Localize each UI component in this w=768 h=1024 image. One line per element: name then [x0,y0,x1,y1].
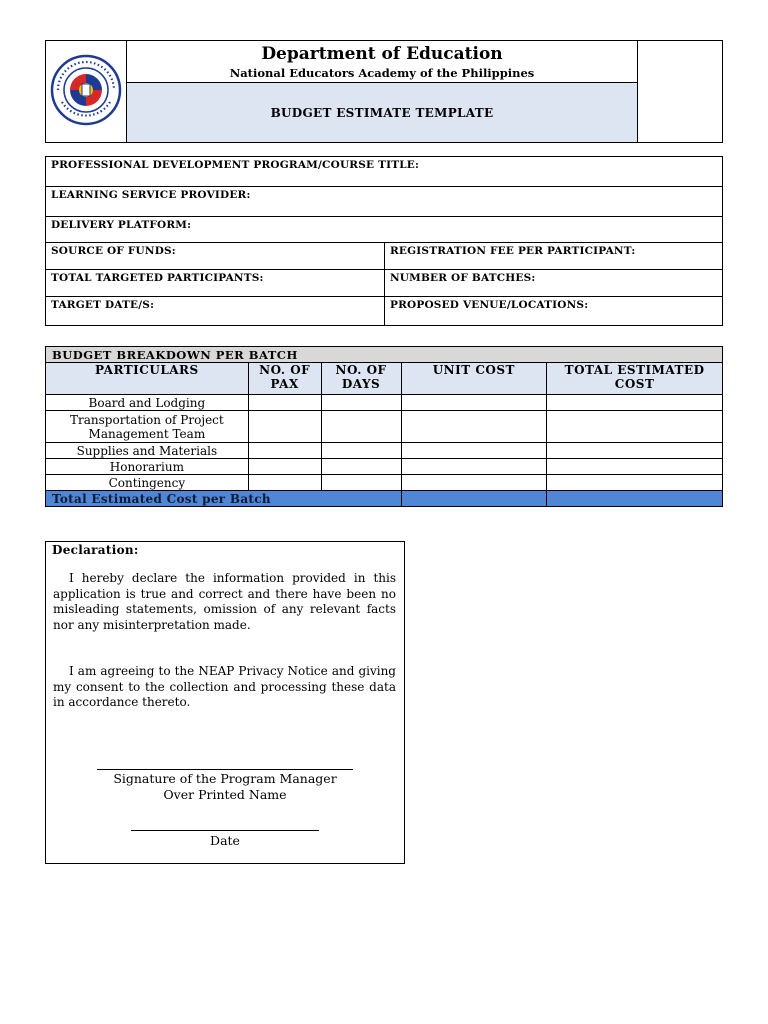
header-unit-cost: UNIT COST [401,363,547,395]
days-cell[interactable] [321,459,401,475]
total-cost-cell[interactable] [547,475,723,491]
budget-table-title: BUDGET BREAKDOWN PER BATCH [46,347,723,363]
department-name: Department of Education [261,44,503,64]
unit-cost-cell[interactable] [401,411,547,443]
days-cell[interactable] [321,411,401,443]
number-of-batches-field[interactable]: NUMBER OF BATCHES: [385,270,723,297]
pax-cell[interactable] [248,443,321,459]
table-row [46,411,723,443]
proposed-venue-field[interactable]: PROPOSED VENUE/LOCATIONS: [385,297,723,326]
source-of-funds-field[interactable]: SOURCE OF FUNDS: [46,243,385,270]
privacy-consent-paragraph: I am agreeing to the NEAP Privacy Notice and giving my consent to the collection and processing these data in accordance thereto. [53,664,396,709]
deped-seal-cell [46,41,127,143]
declaration-title: Declaration: [52,543,139,557]
pax-cell[interactable] [248,459,321,475]
service-provider-field[interactable]: LEARNING SERVICE PROVIDER: [46,187,723,217]
deped-seal-icon [50,54,122,126]
unit-cost-cell[interactable] [401,395,547,411]
program-title-field[interactable]: PROFESSIONAL DEVELOPMENT PROGRAM/COURSE TITLE: [46,157,723,187]
date-line[interactable] [131,830,319,831]
particular-label: Supplies and Materials [46,443,249,459]
total-row [46,491,723,507]
total-unit-cost-cell[interactable] [401,491,547,507]
unit-cost-cell[interactable] [401,475,547,491]
declaration-box [45,541,405,864]
header-particulars: PARTICULARS [46,363,249,395]
total-cost-cell[interactable] [547,459,723,475]
header-total-estimated-cost: TOTAL ESTIMATED COST [547,363,723,395]
template-title: BUDGET ESTIMATE TEMPLATE [127,83,638,143]
document-header [45,40,723,143]
signature-label-line2: Over Printed Name [163,786,287,802]
department-heading-cell [127,41,638,83]
declaration-paragraph: I hereby declare the information provided in this application is true and correct and there have been no misleading statements, omission of any relevant facts nor any misinterpretation made. [53,571,396,632]
particular-label: Contingency [46,475,249,491]
days-cell[interactable] [321,443,401,459]
particular-label: Honorarium [46,459,249,475]
header-blank-cell [638,41,723,143]
signature-line[interactable] [97,769,353,770]
header-no-of-pax: NO. OF PAX [248,363,321,395]
particular-label: Transportation of Project Management Team [46,411,249,443]
table-row [46,443,723,459]
table-row [46,475,723,491]
program-info-table [45,156,723,326]
signature-label-line1: Signature of the Program Manager [113,771,337,786]
unit-cost-cell[interactable] [401,443,547,459]
pax-cell[interactable] [248,411,321,443]
pax-cell[interactable] [248,395,321,411]
budget-breakdown-table [45,346,723,507]
targeted-participants-field[interactable]: TOTAL TARGETED PARTICIPANTS: [46,270,385,297]
date-label: Date [210,833,240,848]
pax-cell[interactable] [248,475,321,491]
registration-fee-field[interactable]: REGISTRATION FEE PER PARTICIPANT: [385,243,723,270]
signature-label [46,771,404,802]
table-row [46,395,723,411]
delivery-platform-field[interactable]: DELIVERY PLATFORM: [46,217,723,243]
days-cell[interactable] [321,395,401,411]
total-cost-cell[interactable] [547,395,723,411]
header-no-of-days: NO. OF DAYS [321,363,401,395]
total-estimated-cost-cell[interactable] [547,491,723,507]
total-estimated-cost-label: Total Estimated Cost per Batch [46,491,402,507]
total-cost-cell[interactable] [547,443,723,459]
academy-name: National Educators Academy of the Philippines [229,66,535,80]
table-row [46,459,723,475]
unit-cost-cell[interactable] [401,459,547,475]
total-cost-cell[interactable] [547,411,723,443]
target-dates-field[interactable]: TARGET DATE/S: [46,297,385,326]
particular-label: Board and Lodging [46,395,249,411]
days-cell[interactable] [321,475,401,491]
